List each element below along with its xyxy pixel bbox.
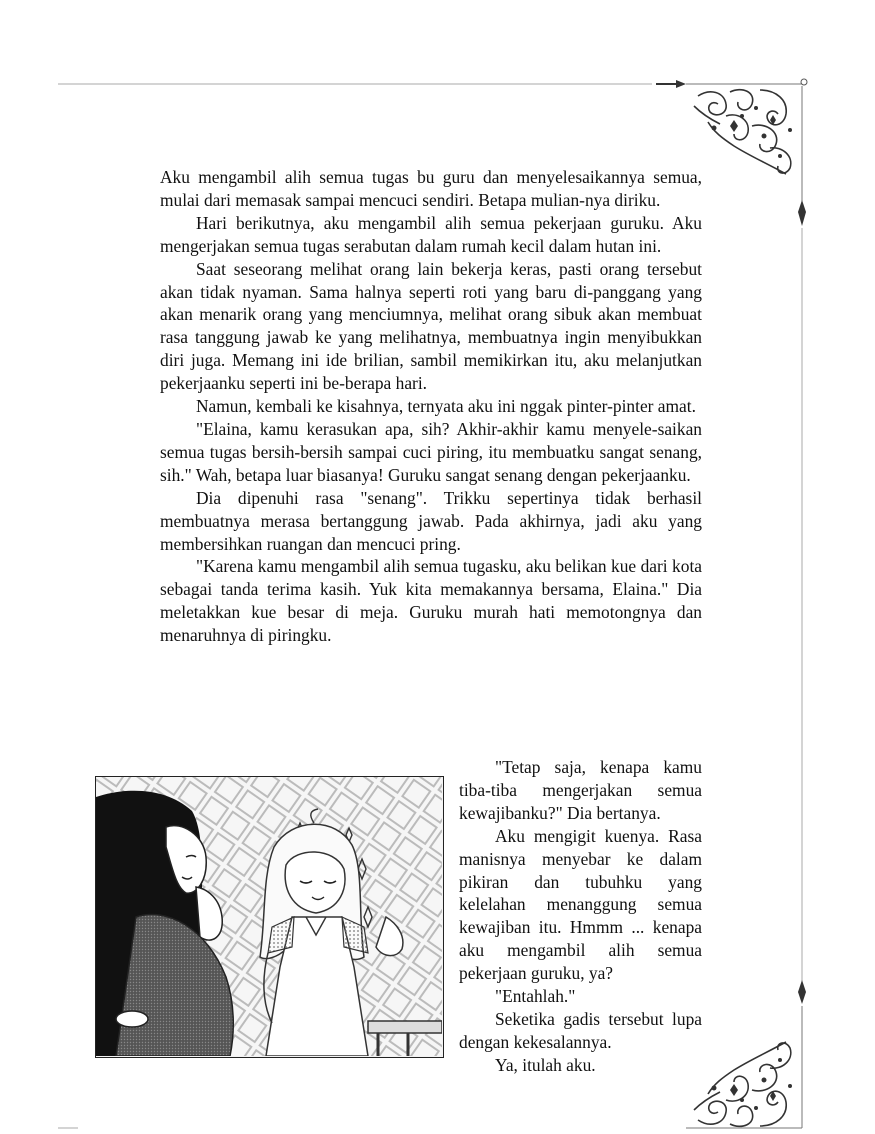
paragraph: "Tetap saja, kenapa kamu tiba-tiba mengerjakan semua kewajibanku?" Dia bertanya. [459,757,702,823]
paragraph: "Karena kamu mengambil alih semua tugasku, aku belikan kue dari kota sebagai tanda terima kasih. Yuk kita memakannya bersama, Elaina." Dia meletakkan kue besar di meja. Guruku murah hati memotongnya dan menaruhnya di piringku. [160,556,702,646]
manga-illustration [95,776,444,1058]
paragraph: Saat seseorang melihat orang lain bekerja keras, pasti orang tersebut akan tidak nyaman. Sama halnya seperti roti yang baru di-panggang yang akan menarik orang yang menciumnya, melihat orang sibuk akan membuat rasa tanggung jawab ke yang melihatnya, membuatnya ingin menyibukkan diri juga. Memang ini ide brilian, sambil memikirkan itu, aku melanjutkan pekerjaanku seperti ini be-berapa hari. [160,258,702,394]
paragraph: Namun, kembali ke kisahnya, ternyata aku ini nggak pinter-pinter amat. [196,396,696,417]
side-text-block [459,756,702,1077]
illustration-art [96,777,442,1056]
paragraph: Ya, itulah aku. [495,1054,596,1075]
corner-ornament-bottom [690,1030,802,1130]
paragraph: Hari berikutnya, aku mengambil alih semua pekerjaan guruku. Aku mengerjakan semua tugas serabutan dalam rumah kecil dalam hutan ini. [160,212,702,256]
main-text-block [160,166,702,647]
paragraph: Dia dipenuhi rasa "senang". Trikku sepertinya tidak berhasil membuatnya merasa bertanggung jawab. Pada akhirnya, jadi aku yang membersihkan ruangan dan mencuci pring. [160,487,702,554]
paragraph: Aku mengambil alih semua tugas bu guru dan menyelesaikannya semua, mulai dari memasak sampai mencuci sendiri. Betapa mulian-nya diriku. [160,167,702,210]
paragraph: "Entahlah." [495,986,576,1007]
paragraph: Seketika gadis tersebut lupa dengan kekesalannya. [459,1008,702,1052]
corner-ornament-top [690,86,802,178]
paragraph: Aku mengigit kuenya. Rasa manisnya menyebar ke dalam pikiran dan tubuhku yang kelelahan menanggung semua kewajiban itu. Hmmm ... kenapa aku mengambil alih semua pekerjaan guruku, ya? [459,825,702,984]
paragraph: "Elaina, kamu kerasukan apa, sih? Akhir-akhir kamu menyele-saikan semua tugas bersih-bersih sampai cuci piring, itu membuatku sangat senang, sih." Wah, betapa luar biasanya! Guruku sangat senang dengan pekerjaanku. [160,418,702,485]
